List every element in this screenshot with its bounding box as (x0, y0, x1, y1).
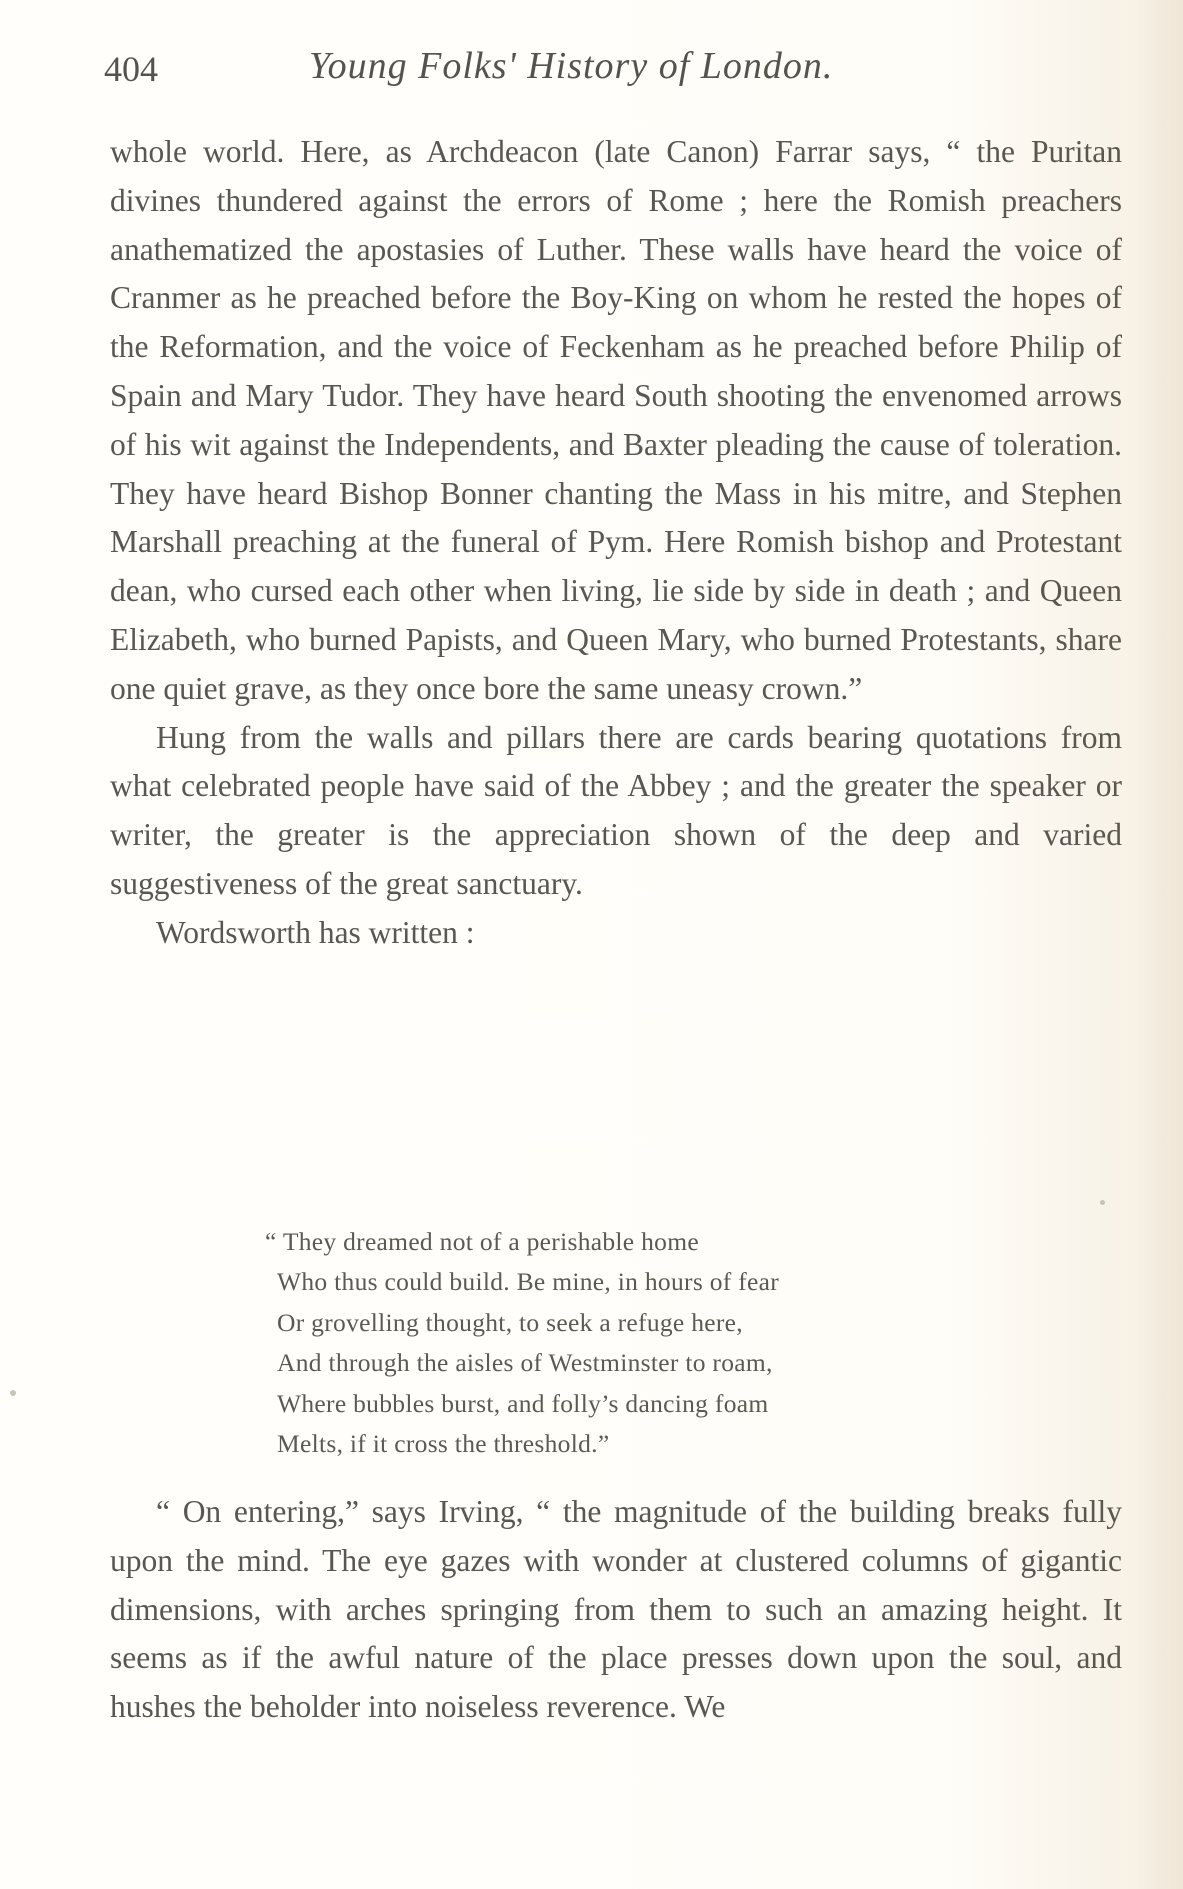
paragraph-quotation-cards: Hung from the walls and pillars there are cards bearing quotations from what celebrated people have said of the Abbey ; and the greater the speaker or writer, the greater is the appreciation shown of the deep and varied suggestiveness of the great sanctuary. (110, 719, 1122, 901)
verse-line: Or grovelling thought, to seek a refuge here, (277, 1307, 743, 1337)
paper-speck (10, 1390, 16, 1396)
paragraph-wordsworth-intro: Wordsworth has written : (156, 914, 475, 950)
running-title: Young Folks' History of London. (309, 45, 834, 87)
body-text-top (110, 128, 1122, 958)
running-head (104, 44, 1084, 104)
paragraph-farrar-quote: whole world. Here, as Archdeacon (late Canon) Farrar says, “ the Puritan divines thundered against the errors of Rome ; here the Romish preachers anathematized the apostasies of Luther. These walls have heard the voice of Cranmer as he preached before the Boy-King on whom he rested the hopes of the Reformation, and the voice of Feckenham as he preached before Philip of Spain and Mary Tudor. They have heard South shooting the envenomed arrows of his wit against the Independents, and Baxter pleading the cause of toleration. They have heard Bishop Bonner chanting the Mass in his mitre, and Stephen Marshall preaching at the funeral of Pym. Here Romish bishop and Protestant dean, who cursed each other when living, lie side by side in death ; and Queen Elizabeth, who burned Papists, and Queen Mary, who burned Protestants, share one quiet grave, as they once bore the same uneasy crown.” (110, 134, 1122, 706)
verse-line: And through the aisles of Westminster to roam, (277, 1348, 773, 1378)
verse-line: “ They dreamed not of a perishable home (265, 1227, 699, 1256)
verse-line: Who thus could build. Be mine, in hours of fear (277, 1267, 780, 1297)
body-text-bottom (110, 1488, 1122, 1732)
verse-line: Where bubbles burst, and folly’s dancing foam (277, 1388, 769, 1418)
paragraph-irving-quote: “ On entering,” says Irving, “ the magnitude of the building breaks fully upon the mind. The eye gazes with wonder at clustered columns of gigantic dimensions, with arches springing from them to such an amazing height. It seems as if the awful nature of the place presses down upon the soul, and hushes the beholder into noiseless reverence. We (110, 1494, 1122, 1725)
page-number: 404 (104, 49, 158, 89)
paper-speck (1100, 1200, 1105, 1205)
wordsworth-verse (265, 1222, 1025, 1464)
verse-line: Melts, if it cross the threshold.” (277, 1429, 610, 1459)
